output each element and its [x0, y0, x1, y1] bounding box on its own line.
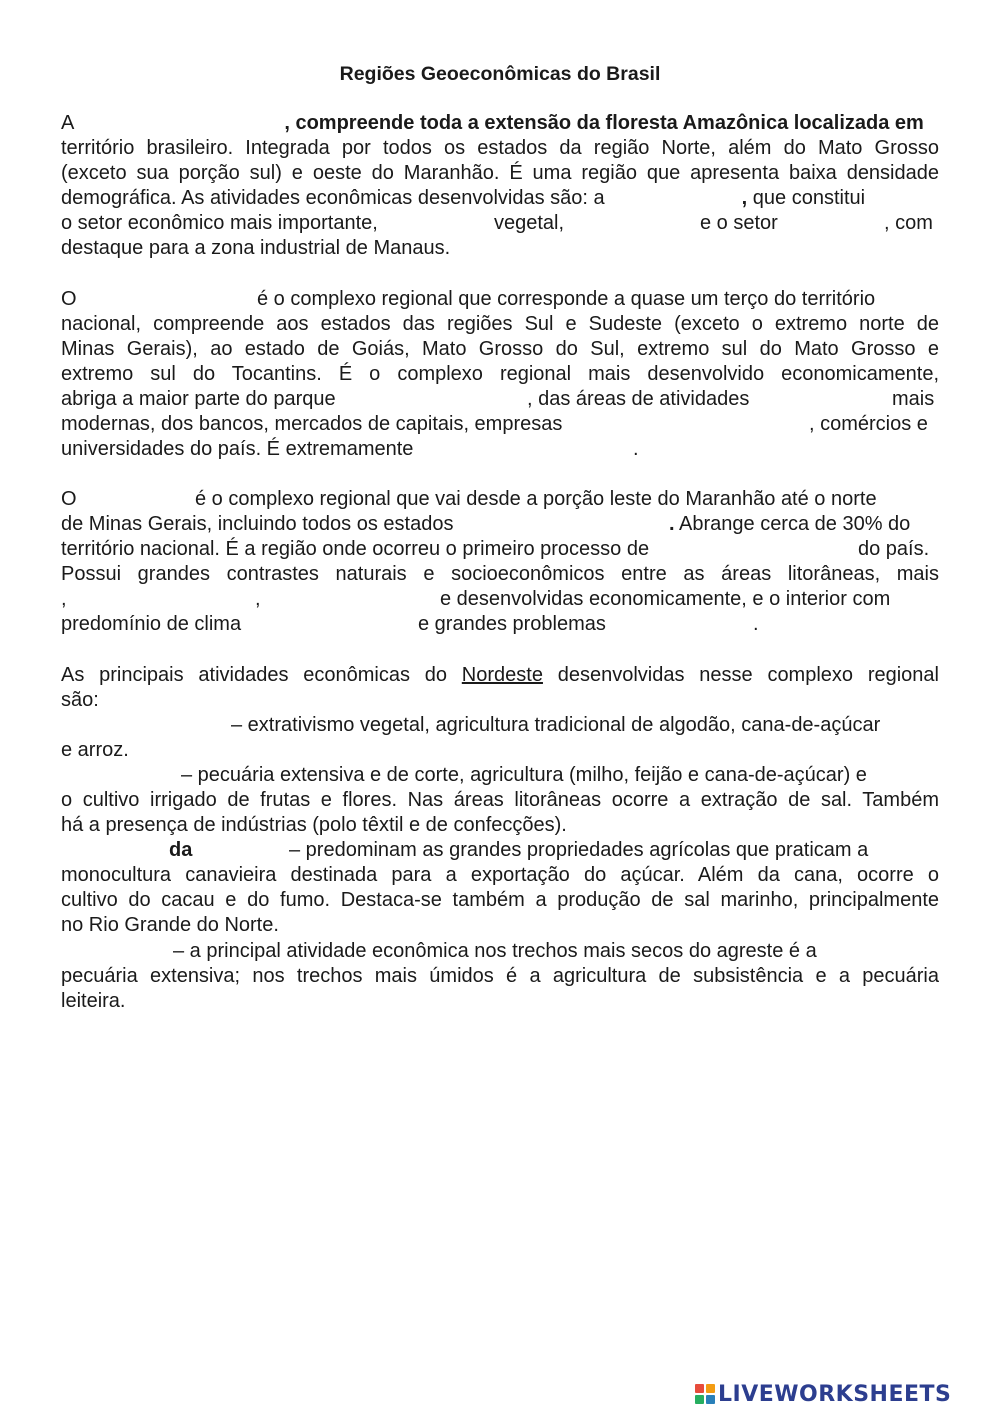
text-line: o cultivo irrigado de frutas e flores. Nas áreas litorâneas ocorre a extração de sal. Também [61, 789, 939, 811]
logo-text: LIVEWORKSHEETS [718, 1381, 952, 1407]
text-line: modernas, dos bancos, mercados de capitais, empresas , comércios e [61, 413, 928, 435]
text-line: O é o complexo regional que corresponde a quase um terço do território [61, 288, 876, 310]
text-line: e arroz. [61, 739, 129, 761]
text-line: território brasileiro. Integrada por todos os estados da região Norte, além do Mato Grosso [61, 137, 939, 159]
text-line: – extrativismo vegetal, agricultura tradicional de algodão, cana-de-açúcar [231, 714, 881, 736]
text-line: no Rio Grande do Norte. [61, 914, 279, 936]
text-line: leiteira. [61, 990, 126, 1012]
logo-square [695, 1384, 704, 1393]
text-line: nacional, compreende aos estados das regiões Sul e Sudeste (exceto o extremo norte de [61, 313, 939, 335]
text-line: Minas Gerais), ao estado de Goiás, Mato Grosso do Sul, extremo sul do Mato Grosso e [61, 338, 939, 360]
text-line: da – predominam as grandes propriedades agrícolas que praticam a [169, 839, 869, 861]
text-line: destaque para a zona industrial de Manaus. [61, 237, 451, 259]
text-line: de Minas Gerais, incluindo todos os estados . Abrange cerca de 30% do [61, 513, 911, 535]
text-line: predomínio de clima e grandes problemas . [61, 613, 759, 635]
text-line: O é o complexo regional que vai desde a porção leste do Maranhão até o norte [61, 488, 877, 510]
text-line: (exceto sua porção sul) e oeste do Maranhão. É uma região que apresenta baixa densidade [61, 162, 939, 184]
text-line: monocultura canavieira destinada para a exportação do açúcar. Além da cana, ocorre o [61, 864, 939, 886]
text-line: território nacional. É a região onde ocorreu o primeiro processo de do país. [61, 538, 930, 560]
text-line: A , compreende toda a extensão da floresta Amazônica localizada em [61, 112, 924, 134]
logo-square [695, 1395, 704, 1404]
logo-mark-icon [695, 1384, 715, 1404]
text-line: há a presença de indústrias (polo têxtil e de confecções). [61, 814, 567, 836]
text-line: extremo sul do Tocantins. É o complexo regional mais desenvolvido economicamente, [61, 363, 939, 385]
logo-square [706, 1395, 715, 1404]
text-line: o setor econômico mais importante, vegetal, e o setor , com [61, 212, 933, 234]
text-line: , , e desenvolvidas economicamente, e o interior com [61, 588, 891, 610]
text-line: abriga a maior parte do parque , das áreas de atividades mais [61, 388, 935, 410]
text-line: universidades do país. É extremamente . [61, 438, 639, 460]
text-line: pecuária extensiva; nos trechos mais úmidos é a agricultura de subsistência e a pecuária [61, 965, 939, 987]
text-line: – a principal atividade econômica nos trechos mais secos do agreste é a [173, 940, 817, 962]
text-line: demográfica. As atividades econômicas desenvolvidas são: a , que constitui [61, 187, 866, 209]
text-line: cultivo do cacau e do fumo. Destaca-se também a produção de sal marinho, principalmente [61, 889, 939, 911]
text-line: As principais atividades econômicas do Nordeste desenvolvidas nesse complexo regional [61, 664, 939, 686]
text-line: Possui grandes contrastes naturais e socioeconômicos entre as áreas litorâneas, mais [61, 563, 939, 585]
page-title: Regiões Geoeconômicas do Brasil [339, 63, 661, 85]
text-line: – pecuária extensiva e de corte, agricultura (milho, feijão e cana-de-açúcar) e [181, 764, 867, 786]
logo-square [706, 1384, 715, 1393]
text-line: são: [61, 689, 99, 711]
liveworksheets-logo [695, 1380, 951, 1408]
